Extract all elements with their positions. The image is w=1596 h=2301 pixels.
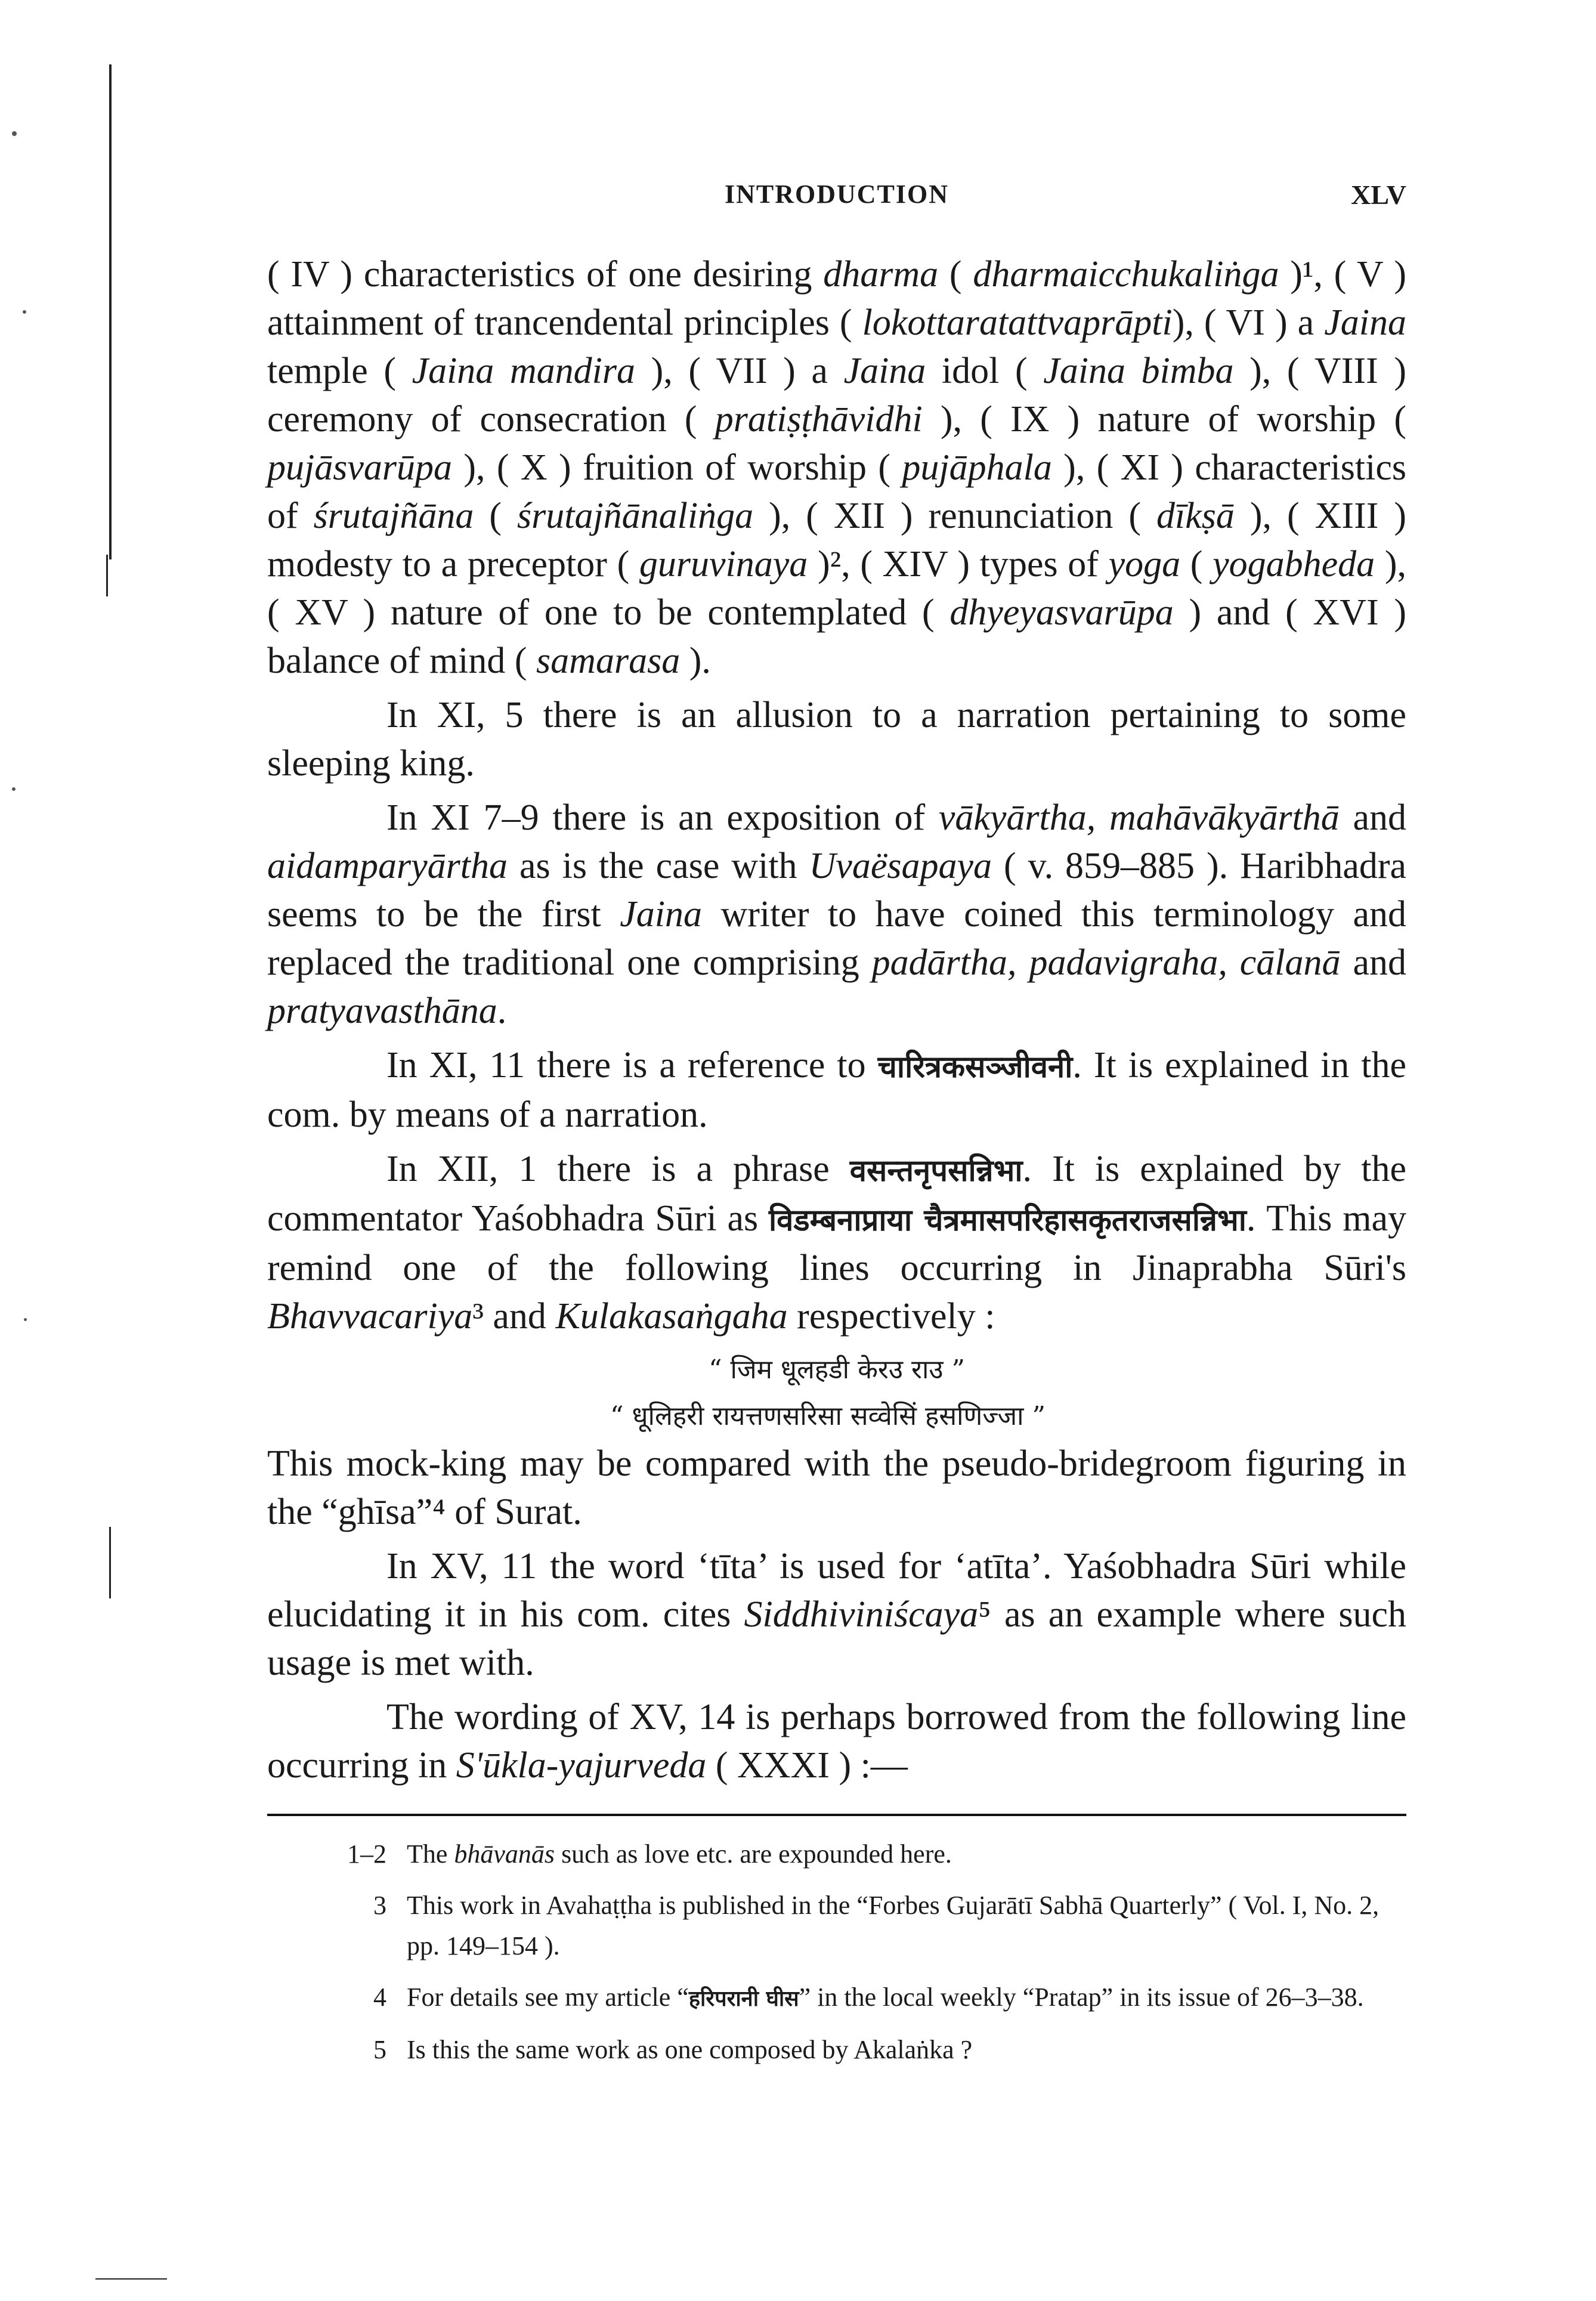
scan-margin-line (95, 2278, 167, 2280)
text-run: ), ( XII ) renunciation ( (753, 496, 1157, 536)
italic-term: pratyavasthāna (267, 991, 497, 1031)
verse-line: “ जिम धूलहडी केरउ राउ ” (709, 1354, 965, 1385)
paragraph (267, 794, 1406, 1035)
page-number: XLV (1351, 180, 1406, 210)
italic-term: Jaina mandira (412, 351, 636, 391)
text-run: ( XXXI ) :— (706, 1745, 908, 1786)
text-run: The wording of XV, 14 is perhaps borrowed from the following line occurring in (267, 1697, 1406, 1786)
devanagari-term: वसन्तनृपसन्निभा (849, 1153, 1023, 1188)
italic-term: dīkṣā (1156, 496, 1235, 536)
footnote-text: Is this the same work as one composed by Akalaṅka ? (407, 2035, 973, 2064)
text-run: ), ( IX ) nature of worship ( (922, 399, 1406, 440)
paragraph (267, 1145, 1406, 1341)
text-run: writer to have coined this terminology and replaced the traditional one comprising (267, 894, 1406, 983)
italic-term: śrutajñānaliṅga (516, 496, 754, 536)
scan-speck (24, 1318, 27, 1321)
italic-term: dharmaicchukaliṅga (973, 254, 1279, 295)
footnote-text (407, 1834, 1406, 1875)
devanagari-term: हरिपरानी घीस (688, 1986, 799, 2011)
italic-term: pujāphala (902, 447, 1052, 488)
italic-term: dharma (823, 254, 939, 295)
italic-term: yoga (1108, 544, 1181, 584)
footnote (267, 1977, 1406, 2019)
italic-term: samarasa (536, 641, 681, 681)
text-run: For details see my article “ (407, 1983, 689, 2012)
footnote-number: 5 (373, 2035, 386, 2064)
italic-term: Uvaësapaya (809, 846, 992, 886)
text-run: ), ( XV ) nature of one to be contemplated ( (267, 544, 1406, 633)
scan-speck (23, 310, 26, 314)
italic-term: Jaina (1324, 302, 1406, 343)
running-head-title: INTRODUCTION (724, 180, 949, 209)
body-text (267, 250, 1406, 1790)
text-run: The (407, 1839, 454, 1869)
text-run: and (483, 1296, 556, 1337)
italic-term: yogabheda (1213, 544, 1375, 584)
text-run: . This may remind one of the following lines occurring in Jinaprabha Sūri's (267, 1198, 1406, 1288)
paragraph (267, 1693, 1406, 1790)
text-run: idol ( (926, 351, 1044, 391)
text-run: In XII, 1 there is a phrase (386, 1149, 850, 1189)
text-run: as is the case with (508, 846, 809, 886)
text-run: ( IV ) characteristics of one desiring (267, 254, 824, 295)
text-run: In XI 7–9 there is an exposition of (386, 797, 939, 838)
text-run: ) and ( XVI ) balance of mind ( (267, 592, 1406, 681)
footnote-marker: ³ (472, 1296, 484, 1337)
text-run: ), ( VIII ) ceremony of consecration ( (267, 351, 1406, 440)
italic-term: Bhavvacariya (267, 1296, 473, 1337)
text-run: respectively : (787, 1296, 995, 1337)
italic-term: Kulakasaṅgaha (555, 1296, 788, 1337)
italic-term: Jaina bimba (1043, 351, 1234, 391)
text-run: ( (1180, 544, 1213, 584)
footnote (267, 1885, 1406, 1966)
italic-term: aidamparyārtha (267, 846, 508, 886)
paragraph (267, 250, 1406, 685)
text-run: ( (938, 254, 973, 295)
italic-term: Siddhiviniścaya (744, 1594, 979, 1635)
italic-term: bhāvanās (454, 1839, 555, 1869)
text-run: . It is explained by the commentator Yaśobhadra Sūri as (267, 1149, 1406, 1239)
text-run: ( v. 859–885 ). Haribhadra seems to be the first (267, 846, 1407, 935)
text-run: and (1339, 797, 1406, 838)
footnote (267, 1834, 1406, 1875)
verse-line: “ धूलिहरी रायत्तणसरिसा सव्वेसिं हसणिज्जा ” (610, 1401, 1046, 1431)
text-run: . It is explained in the com. by means of a narration. (267, 1045, 1406, 1135)
text-run: and (1340, 942, 1406, 983)
text-run: ( (474, 496, 517, 536)
text-run: )¹, ( V ) attainment of trancendental principles ( (267, 254, 1406, 343)
text-run: such as love etc. are expounded here. (555, 1839, 952, 1869)
footnote-number: 1–2 (347, 1839, 386, 1869)
devanagari-term: चारित्रकसञ्जीवनी (877, 1049, 1073, 1084)
paragraph (267, 1041, 1406, 1139)
scan-margin-line (109, 64, 112, 559)
italic-term: guruvinaya (639, 544, 808, 584)
text-run: temple ( (267, 351, 412, 391)
italic-term: Jaina (620, 894, 702, 935)
paragraph: In XI, 5 there is an allusion to a narration pertaining to some sleeping king. (267, 695, 1406, 784)
footnote-text: This work in Avahaṭṭha is published in the “Forbes Gujarātī Sabhā Quarterly” ( Vol. I, No. 2, pp. 149–154 ). (407, 1891, 1380, 1960)
text-run: In XV, 11 the word ‘tīta’ is used for ‘atīta’. Yaśobhadra Sūri while elucidating it in his com. cites (267, 1546, 1406, 1635)
scan-speck (12, 131, 17, 136)
paragraph: This mock-king may be compared with the pseudo-bridegroom figuring in the “ghīsa”⁴ of Surat. (267, 1443, 1406, 1532)
footnote-number: 4 (373, 1983, 386, 2012)
italic-term: pratiṣṭhāvidhi (715, 399, 923, 440)
footnote-marker: ⁵ (978, 1594, 991, 1635)
running-head (267, 179, 1406, 227)
scan-margin-line (106, 555, 108, 596)
text-run: ), ( VI ) a (1172, 302, 1325, 343)
verse-block (267, 1347, 1406, 1440)
italic-term: vākyārtha, mahāvākyārthā (938, 797, 1340, 838)
footnote-text (407, 1977, 1406, 2019)
page (267, 179, 1406, 2081)
paragraph (267, 1542, 1406, 1687)
text-run: )², ( XIV ) types of (808, 544, 1109, 584)
footnote-number: 3 (373, 1891, 386, 1920)
italic-term: Jaina (843, 351, 926, 391)
italic-term: śrutajñāna (313, 496, 474, 536)
footnotes (267, 1834, 1406, 2070)
text-run: ” in the local weekly “Pratap” in its issue of 26–3–38. (799, 1983, 1364, 2012)
footnote-rule (267, 1814, 1406, 1816)
text-run: ), ( XI ) characteristics of (267, 447, 1406, 536)
italic-term: dhyeyasvarūpa (949, 592, 1174, 633)
text-run: . (497, 991, 507, 1031)
italic-term: lokottaratattvaprāpti (862, 302, 1173, 343)
text-run: In XI, 11 there is a reference to (386, 1045, 878, 1085)
text-run: ), ( XIII ) modesty to a preceptor ( (267, 496, 1406, 584)
devanagari-term: विडम्बनाप्राया चैत्रमासपरिहासकृतराजसन्निभा (768, 1202, 1247, 1238)
text-run: ), ( VII ) a (635, 351, 844, 391)
scan-speck (12, 787, 16, 791)
text-run: ), ( X ) fruition of worship ( (452, 447, 902, 488)
footnote (267, 2030, 1406, 2070)
scan-margin-line (109, 1527, 111, 1598)
italic-term: S'ūkla-yajurveda (456, 1745, 707, 1786)
italic-term: padārtha, padavigraha, cālanā (871, 942, 1341, 983)
text-run: ). (680, 641, 711, 681)
text-run: as an example where such usage is met with. (267, 1594, 1406, 1683)
italic-term: pujāsvarūpa (267, 447, 452, 488)
